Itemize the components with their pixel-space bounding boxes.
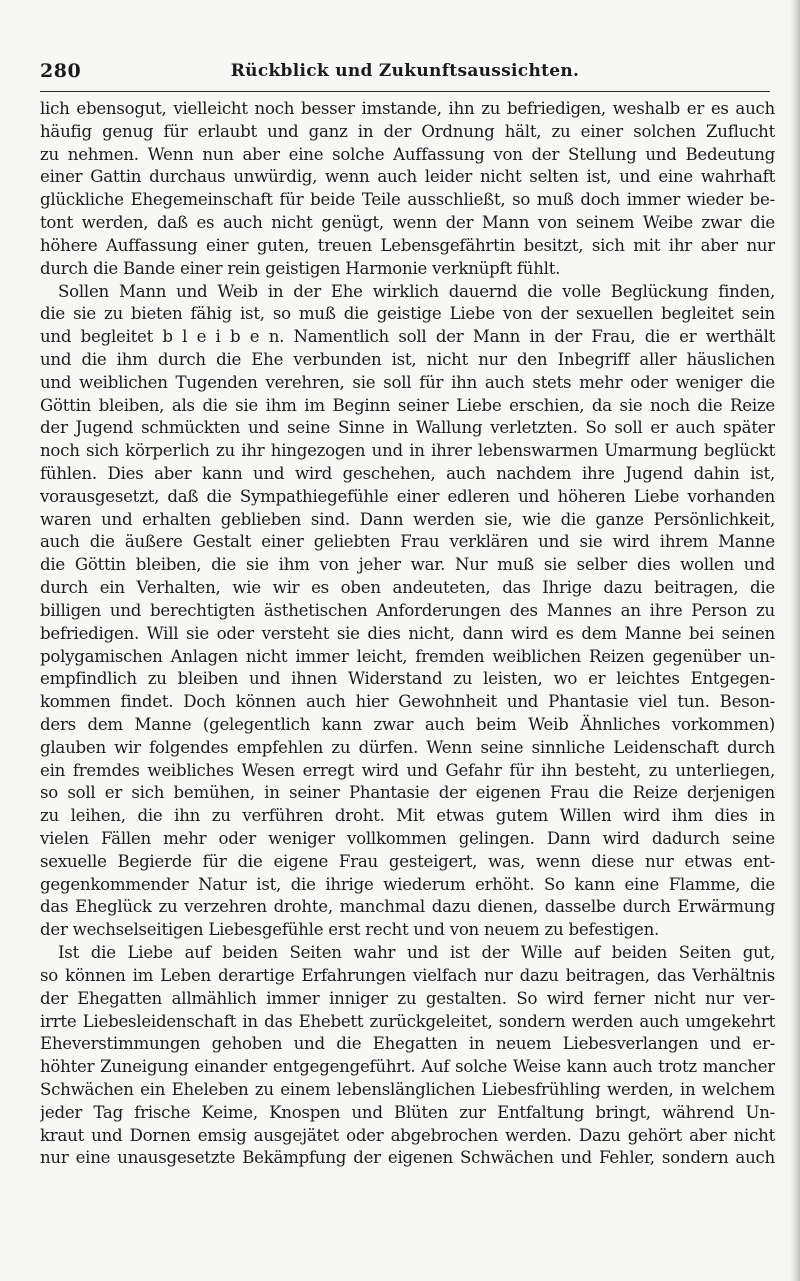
text-line: tont werden, daß es auch nicht genügt, wenn der Mann von seinem Weibe zwar die [40,213,775,233]
text-line: durch ein Verhalten, wie wir es oben andeuteten, das Ihrige dazu beitragen, die [40,578,775,598]
running-head: Rückblick und Zukunftsaussichten. [230,61,580,81]
text-line: häufig genug für erlaubt und ganz in der Ordnung hält, zu einer solchen Zuflucht [40,121,775,141]
text-line: vorausgesetzt, daß die Sympathiegefühle einer edleren und höheren Liebe vorhanden [40,486,775,506]
text-line: noch sich körperlich zu ihr hingezogen und in ihrer lebenswarmen Umarmung beglückt [40,441,775,461]
text-line: das Eheglück zu verzehren drohte, manchmal dazu dienen, dasselbe durch Erwärmung [40,897,775,917]
text-line: vielen Fällen mehr oder weniger vollkommen gelingen. Dann wird dadurch seine [40,829,775,848]
text-line: der Ehegatten allmählich immer inniger zu gestalten. So wird ferner nicht nur ver- [40,988,775,1008]
text-line: zu nehmen. Wenn nun aber eine solche Auffassung von der Stellung und Bedeutung [40,144,775,164]
text-line: so können im Leben derartige Erfahrungen vielfach nur dazu beitragen, das Verhältnis [40,965,775,985]
text-line: der wechselseitigen Liebesgefühle erst recht und von neuem zu befestigen. [40,920,660,940]
text-line: polygamischen Anlagen nicht immer leicht, fremden weiblichen Reizen gegenüber un- [40,646,775,666]
text-line: sexuelle Begierde für die eigene Frau gesteigert, was, wenn diese nur etwas ent- [40,851,775,871]
text-line: Göttin bleiben, als die sie ihm im Beginn seiner Liebe erschien, da sie noch die Reize [40,395,775,415]
text-line: Schwächen ein Eheleben zu einem lebenslänglichen Liebesfrühling werden, in welchem [40,1079,775,1099]
text-line: so soll er sich bemühen, in seiner Phantasie der eigenen Frau die Reize derjenigen [40,783,775,803]
text-line: kommen findet. Doch können auch hier Gewohnheit und Phantasie viel tun. Beson- [40,692,775,712]
body-text [40,98,775,1273]
text-line: lich ebensogut, vielleicht noch besser imstande, ihn zu befriedigen, weshalb er es auch [40,99,775,118]
text-line: glückliche Ehegemeinschaft für beide Teile ausschließt, so muß doch immer wieder be- [40,190,775,210]
text-line: jeder Tag frische Keime, Knospen und Blüten zur Entfaltung bringt, während Un- [40,1102,775,1122]
text-line: befriedigen. Will sie oder versteht sie dies nicht, dann wird es dem Manne bei seinen [40,623,775,643]
text-line: durch die Bande einer rein geistigen Harmonie verknüpft fühlt. [40,258,561,278]
page-header [40,60,770,90]
text-line: die sie zu bieten fähig ist, so muß die geistige Liebe von der sexuellen begleitet sein [40,304,775,324]
page-edge-shadow [790,0,800,1281]
text-line: die Göttin bleiben, die sie ihm von jeher war. Nur muß sie selber dies wollen und [40,555,775,575]
text-line: und begleitet b l e i b e n. Namentlich soll der Mann in der Frau, die er werthält [40,327,775,347]
text-line: höhere Auffassung einer guten, treuen Lebensgefährtin besitzt, sich mit ihr aber nur [40,235,775,255]
text-line: ein fremdes weibliches Wesen erregt wird und Gefahr für ihn besteht, zu unterliegen, [40,760,775,780]
text-line: auch die äußere Gestalt einer geliebten Frau verklären und sie wird ihrem Manne [40,532,775,552]
text-line: Sollen Mann und Weib in der Ehe wirklich dauernd die volle Beglückung finden, [58,281,775,301]
text-line: höhter Zuneigung einander entgegengeführt. Auf solche Weise kann auch trotz mancher [40,1057,775,1077]
text-line: billigen und berechtigten ästhetischen Anforderungen des Mannes an ihre Person zu [40,600,775,620]
text-line: zu leihen, die ihn zu verführen droht. Mit etwas gutem Willen wird ihm dies in [40,806,775,826]
text-line: einer Gattin durchaus unwürdig, wenn auch leider nicht selten ist, und eine wahrhaft [40,167,775,187]
text-line: Eheverstimmungen gehoben und die Ehegatten in neuem Liebesverlangen und er- [40,1034,775,1054]
text-line: empfindlich zu bleiben und ihnen Widerstand zu leisten, wo er leichtes Entgegen- [40,669,775,689]
text-line: Ist die Liebe auf beiden Seiten wahr und ist der Wille auf beiden Seiten gut, [58,943,775,963]
text-line: kraut und Dornen emsig ausgejätet oder abgebrochen werden. Dazu gehört aber nicht [40,1125,775,1145]
text-line: glauben wir folgendes empfehlen zu dürfen. Wenn seine sinnliche Leidenschaft durch [40,737,775,757]
text-line: waren und erhalten geblieben sind. Dann werden sie, wie die ganze Persönlichkeit, [40,509,775,529]
text-line: irrte Liebesleidenschaft in das Ehebett zurückgeleitet, sondern werden auch umgekehrt [40,1011,775,1031]
page-number: 280 [40,60,82,82]
text-line: gegenkommender Natur ist, die ihrige wiederum erhöht. So kann eine Flamme, die [40,874,775,894]
text-line: und weiblichen Tugenden verehren, sie soll für ihn auch stets mehr oder weniger die [40,372,775,392]
text-line: der Jugend schmückten und seine Sinne in Wallung verletzten. So soll er auch später [40,418,775,438]
text-line: nur eine unausgesetzte Bekämpfung der eigenen Schwächen und Fehler, sondern auch [40,1148,775,1168]
text-line: ders dem Manne (gelegentlich kann zwar auch beim Weib Ähnliches vorkommen) [40,714,775,734]
text-line: fühlen. Dies aber kann und wird geschehen, auch nachdem ihre Jugend dahin ist, [40,464,775,483]
text-line: und die ihm durch die Ehe verbunden ist, nicht nur den Inbegriff aller häuslichen [40,349,775,369]
header-rule [40,91,770,92]
